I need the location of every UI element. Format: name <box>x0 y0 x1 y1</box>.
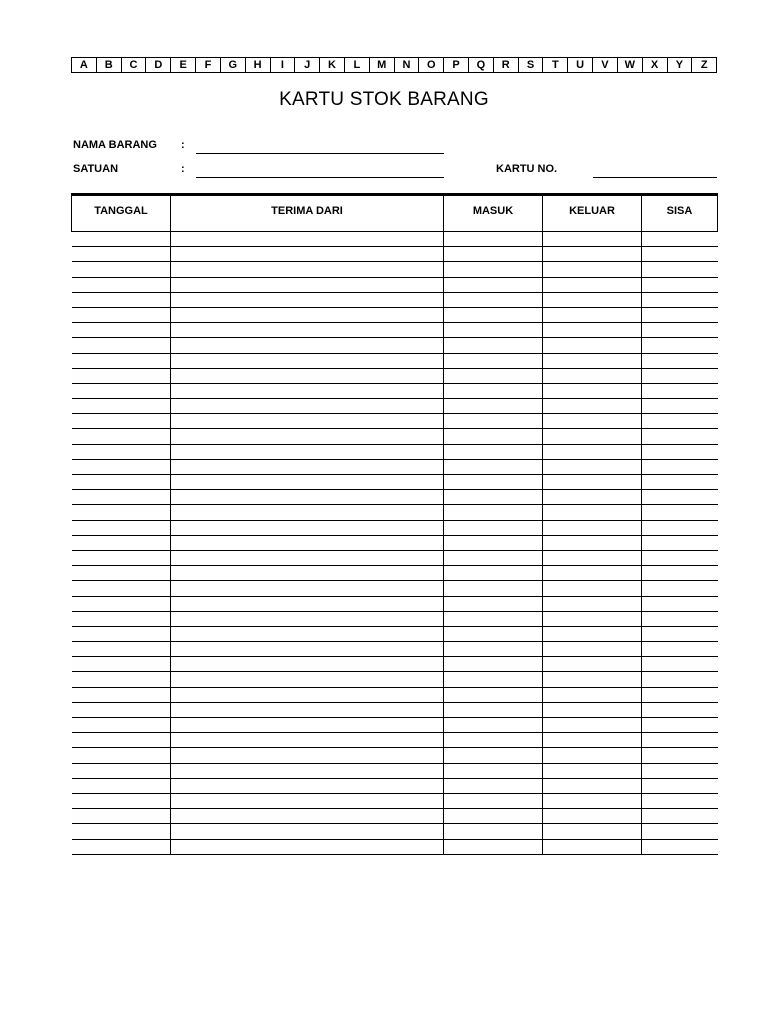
table-cell[interactable] <box>171 550 444 565</box>
table-cell[interactable] <box>444 307 543 322</box>
table-cell[interactable] <box>543 292 642 307</box>
table-body <box>72 232 718 855</box>
table-cell[interactable] <box>444 809 543 824</box>
table-cell[interactable] <box>543 566 642 581</box>
table-cell[interactable] <box>171 596 444 611</box>
table-cell[interactable] <box>543 414 642 429</box>
table-cell[interactable] <box>72 292 171 307</box>
table-row <box>72 581 718 596</box>
table-cell[interactable] <box>72 475 171 490</box>
table-cell[interactable] <box>642 672 718 687</box>
table-cell[interactable] <box>444 475 543 490</box>
table-cell[interactable] <box>444 596 543 611</box>
table-row <box>72 778 718 793</box>
column-header-tanggal: TANGGAL <box>72 195 171 232</box>
table-cell[interactable] <box>72 581 171 596</box>
table-cell[interactable] <box>171 475 444 490</box>
table-cell[interactable] <box>171 718 444 733</box>
alphabet-index-strip <box>71 57 717 73</box>
table-cell[interactable] <box>543 581 642 596</box>
nama-barang-label: NAMA BARANG <box>73 139 157 151</box>
table-cell[interactable] <box>642 718 718 733</box>
table-cell[interactable] <box>171 824 444 839</box>
table-cell[interactable] <box>444 748 543 763</box>
table-cell[interactable] <box>444 733 543 748</box>
table-cell[interactable] <box>444 490 543 505</box>
table-cell[interactable] <box>543 687 642 702</box>
table-cell[interactable] <box>72 232 171 247</box>
table-cell[interactable] <box>642 793 718 808</box>
table-cell[interactable] <box>444 277 543 292</box>
column-header-terima-dari: TERIMA DARI <box>171 195 444 232</box>
alphabet-index-x: X <box>643 58 668 72</box>
table-cell[interactable] <box>543 718 642 733</box>
table-cell[interactable] <box>444 383 543 398</box>
table-cell[interactable] <box>171 626 444 641</box>
table-cell[interactable] <box>642 687 718 702</box>
column-header-sisa: SISA <box>642 195 718 232</box>
table-cell[interactable] <box>72 323 171 338</box>
table-cell[interactable] <box>444 535 543 550</box>
table-row <box>72 459 718 474</box>
table-cell[interactable] <box>543 809 642 824</box>
table-cell[interactable] <box>171 247 444 262</box>
table-cell[interactable] <box>72 809 171 824</box>
table-cell[interactable] <box>642 642 718 657</box>
table-cell[interactable] <box>72 824 171 839</box>
table-cell[interactable] <box>171 535 444 550</box>
table-cell[interactable] <box>444 353 543 368</box>
table-cell[interactable] <box>72 793 171 808</box>
table-cell[interactable] <box>543 793 642 808</box>
table-cell[interactable] <box>444 505 543 520</box>
table-cell[interactable] <box>72 642 171 657</box>
table-cell[interactable] <box>171 459 444 474</box>
table-cell[interactable] <box>444 414 543 429</box>
table-cell[interactable] <box>543 824 642 839</box>
table-cell[interactable] <box>642 748 718 763</box>
table-cell[interactable] <box>642 307 718 322</box>
table-cell[interactable] <box>543 383 642 398</box>
alphabet-index-h: H <box>246 58 271 72</box>
table-cell[interactable] <box>72 839 171 854</box>
table-row <box>72 718 718 733</box>
kartu-no-label: KARTU NO. <box>496 163 558 175</box>
table-cell[interactable] <box>72 247 171 262</box>
table-cell[interactable] <box>543 444 642 459</box>
table-cell[interactable] <box>543 429 642 444</box>
table-row <box>72 535 718 550</box>
table-cell[interactable] <box>444 550 543 565</box>
table-cell[interactable] <box>642 611 718 626</box>
table-cell[interactable] <box>72 338 171 353</box>
table-cell[interactable] <box>543 778 642 793</box>
table-cell[interactable] <box>444 292 543 307</box>
table-row <box>72 702 718 717</box>
alphabet-index-p: P <box>444 58 469 72</box>
table-cell[interactable] <box>642 414 718 429</box>
table-cell[interactable] <box>72 414 171 429</box>
table-cell[interactable] <box>642 292 718 307</box>
table-row <box>72 793 718 808</box>
table-cell[interactable] <box>72 262 171 277</box>
alphabet-index-d: D <box>146 58 171 72</box>
table-header-row <box>72 195 718 232</box>
table-cell[interactable] <box>444 824 543 839</box>
table-cell[interactable] <box>642 232 718 247</box>
alphabet-index-e: E <box>171 58 196 72</box>
table-cell[interactable] <box>543 657 642 672</box>
table-cell[interactable] <box>444 399 543 414</box>
kartu-no-field[interactable] <box>593 177 717 178</box>
table-cell[interactable] <box>171 323 444 338</box>
table-cell[interactable] <box>642 353 718 368</box>
alphabet-index-y: Y <box>668 58 693 72</box>
table-cell[interactable] <box>642 262 718 277</box>
table-row <box>72 383 718 398</box>
table-row <box>72 429 718 444</box>
table-cell[interactable] <box>171 778 444 793</box>
table-row <box>72 368 718 383</box>
alphabet-index-k: K <box>320 58 345 72</box>
table-cell[interactable] <box>543 490 642 505</box>
table-cell[interactable] <box>642 657 718 672</box>
table-cell[interactable] <box>642 399 718 414</box>
table-cell[interactable] <box>444 626 543 641</box>
alphabet-index-r: R <box>494 58 519 72</box>
table-cell[interactable] <box>171 414 444 429</box>
table-cell[interactable] <box>72 399 171 414</box>
table-row <box>72 748 718 763</box>
table-cell[interactable] <box>444 778 543 793</box>
table-cell[interactable] <box>72 596 171 611</box>
table-cell[interactable] <box>543 611 642 626</box>
table-cell[interactable] <box>444 702 543 717</box>
table-cell[interactable] <box>171 232 444 247</box>
table-cell[interactable] <box>543 338 642 353</box>
table-cell[interactable] <box>642 277 718 292</box>
table-row <box>72 596 718 611</box>
table-cell[interactable] <box>543 277 642 292</box>
table-row <box>72 657 718 672</box>
table-cell[interactable] <box>543 733 642 748</box>
table-cell[interactable] <box>444 338 543 353</box>
table-cell[interactable] <box>171 505 444 520</box>
table-row <box>72 338 718 353</box>
table-row <box>72 262 718 277</box>
table-cell[interactable] <box>444 368 543 383</box>
table-cell[interactable] <box>642 763 718 778</box>
alphabet-index-o: O <box>419 58 444 72</box>
table-cell[interactable] <box>171 793 444 808</box>
table-cell[interactable] <box>444 687 543 702</box>
table-cell[interactable] <box>543 368 642 383</box>
table-cell[interactable] <box>642 444 718 459</box>
table-cell[interactable] <box>543 353 642 368</box>
page-title: KARTU STOK BARANG <box>279 89 489 110</box>
nama-barang-field[interactable] <box>196 153 444 154</box>
table-row <box>72 520 718 535</box>
table-cell[interactable] <box>444 657 543 672</box>
table-cell[interactable] <box>72 383 171 398</box>
table-cell[interactable] <box>642 702 718 717</box>
table-row <box>72 247 718 262</box>
table-cell[interactable] <box>171 368 444 383</box>
table-cell[interactable] <box>444 247 543 262</box>
table-cell[interactable] <box>72 657 171 672</box>
table-cell[interactable] <box>642 626 718 641</box>
table-cell[interactable] <box>72 368 171 383</box>
alphabet-index-c: C <box>122 58 147 72</box>
table-row <box>72 414 718 429</box>
table-cell[interactable] <box>72 702 171 717</box>
table-row <box>72 687 718 702</box>
table-cell[interactable] <box>444 566 543 581</box>
table-cell[interactable] <box>171 429 444 444</box>
satuan-field[interactable] <box>196 177 444 178</box>
table-cell[interactable] <box>444 672 543 687</box>
table-cell[interactable] <box>642 520 718 535</box>
table-cell[interactable] <box>444 520 543 535</box>
table-cell[interactable] <box>543 839 642 854</box>
alphabet-index-v: V <box>593 58 618 72</box>
table-row <box>72 444 718 459</box>
table-cell[interactable] <box>72 459 171 474</box>
table-cell[interactable] <box>642 383 718 398</box>
satuan-colon: : <box>181 163 185 175</box>
table-cell[interactable] <box>72 444 171 459</box>
alphabet-index-j: J <box>295 58 320 72</box>
table-cell[interactable] <box>543 748 642 763</box>
alphabet-index-l: L <box>345 58 370 72</box>
table-cell[interactable] <box>171 748 444 763</box>
table-cell[interactable] <box>642 550 718 565</box>
table-cell[interactable] <box>72 748 171 763</box>
nama-barang-colon: : <box>181 139 185 151</box>
table-row <box>72 672 718 687</box>
table-cell[interactable] <box>171 444 444 459</box>
table-cell[interactable] <box>444 718 543 733</box>
table-cell[interactable] <box>642 778 718 793</box>
table-cell[interactable] <box>543 459 642 474</box>
table-cell[interactable] <box>444 763 543 778</box>
alphabet-index-n: N <box>395 58 420 72</box>
table-cell[interactable] <box>72 566 171 581</box>
table-cell[interactable] <box>72 277 171 292</box>
table-cell[interactable] <box>72 778 171 793</box>
table-cell[interactable] <box>543 550 642 565</box>
table-cell[interactable] <box>72 307 171 322</box>
table-cell[interactable] <box>642 505 718 520</box>
table-cell[interactable] <box>72 718 171 733</box>
alphabet-index-a: A <box>72 58 97 72</box>
table-cell[interactable] <box>171 687 444 702</box>
table-row <box>72 292 718 307</box>
table-row <box>72 323 718 338</box>
table-cell[interactable] <box>642 824 718 839</box>
table-cell[interactable] <box>171 642 444 657</box>
table-cell[interactable] <box>642 839 718 854</box>
alphabet-index-w: W <box>618 58 643 72</box>
table-cell[interactable] <box>72 687 171 702</box>
table-cell[interactable] <box>642 596 718 611</box>
table-cell[interactable] <box>72 353 171 368</box>
alphabet-index-g: G <box>221 58 246 72</box>
table-cell[interactable] <box>543 626 642 641</box>
table-row <box>72 626 718 641</box>
table-cell[interactable] <box>642 429 718 444</box>
column-header-masuk: MASUK <box>444 195 543 232</box>
table-cell[interactable] <box>171 338 444 353</box>
table-cell[interactable] <box>171 839 444 854</box>
table-cell[interactable] <box>642 535 718 550</box>
table-cell[interactable] <box>543 475 642 490</box>
table-cell[interactable] <box>543 763 642 778</box>
table-cell[interactable] <box>72 763 171 778</box>
alphabet-index-m: M <box>370 58 395 72</box>
table-cell[interactable] <box>444 793 543 808</box>
table-row <box>72 550 718 565</box>
table-cell[interactable] <box>444 611 543 626</box>
table-row <box>72 566 718 581</box>
table-cell[interactable] <box>171 277 444 292</box>
table-cell[interactable] <box>72 550 171 565</box>
table-row <box>72 399 718 414</box>
table-cell[interactable] <box>444 262 543 277</box>
table-row <box>72 839 718 854</box>
table-cell[interactable] <box>543 307 642 322</box>
alphabet-index-q: Q <box>469 58 494 72</box>
table-cell[interactable] <box>543 505 642 520</box>
table-row <box>72 505 718 520</box>
table-cell[interactable] <box>543 642 642 657</box>
table-cell[interactable] <box>72 520 171 535</box>
table-cell[interactable] <box>444 232 543 247</box>
column-header-keluar: KELUAR <box>543 195 642 232</box>
alphabet-index-t: T <box>543 58 568 72</box>
table-cell[interactable] <box>72 672 171 687</box>
table-cell[interactable] <box>543 596 642 611</box>
table-cell[interactable] <box>171 490 444 505</box>
table-row <box>72 809 718 824</box>
table-cell[interactable] <box>642 368 718 383</box>
alphabet-index-b: B <box>97 58 122 72</box>
table-cell[interactable] <box>543 702 642 717</box>
table-cell[interactable] <box>543 399 642 414</box>
table-row <box>72 763 718 778</box>
table-row <box>72 824 718 839</box>
table-cell[interactable] <box>642 581 718 596</box>
table-cell[interactable] <box>72 505 171 520</box>
table-cell[interactable] <box>171 307 444 322</box>
table-cell[interactable] <box>171 520 444 535</box>
table-cell[interactable] <box>642 566 718 581</box>
table-cell[interactable] <box>543 262 642 277</box>
table-cell[interactable] <box>72 733 171 748</box>
table-cell[interactable] <box>171 399 444 414</box>
table-cell[interactable] <box>171 657 444 672</box>
table-row <box>72 733 718 748</box>
table-cell[interactable] <box>171 733 444 748</box>
table-cell[interactable] <box>444 429 543 444</box>
table-row <box>72 353 718 368</box>
table-row <box>72 277 718 292</box>
table-cell[interactable] <box>642 459 718 474</box>
table-cell[interactable] <box>171 702 444 717</box>
table-cell[interactable] <box>642 338 718 353</box>
table-cell[interactable] <box>444 323 543 338</box>
table-cell[interactable] <box>642 247 718 262</box>
table-cell[interactable] <box>642 809 718 824</box>
table-cell[interactable] <box>642 733 718 748</box>
table-cell[interactable] <box>642 323 718 338</box>
table-cell[interactable] <box>444 581 543 596</box>
table-cell[interactable] <box>72 611 171 626</box>
table-cell[interactable] <box>171 763 444 778</box>
table-cell[interactable] <box>171 292 444 307</box>
table-row <box>72 611 718 626</box>
table-cell[interactable] <box>543 323 642 338</box>
table-cell[interactable] <box>543 232 642 247</box>
table-cell[interactable] <box>171 611 444 626</box>
table-cell[interactable] <box>72 429 171 444</box>
table-cell[interactable] <box>72 490 171 505</box>
table-row <box>72 232 718 247</box>
table-cell[interactable] <box>642 475 718 490</box>
table-cell[interactable] <box>444 444 543 459</box>
table-cell[interactable] <box>543 672 642 687</box>
alphabet-index-u: U <box>568 58 593 72</box>
table-cell[interactable] <box>444 459 543 474</box>
table-cell[interactable] <box>171 809 444 824</box>
table-cell[interactable] <box>171 566 444 581</box>
table-row <box>72 642 718 657</box>
table-cell[interactable] <box>444 642 543 657</box>
table-cell[interactable] <box>72 535 171 550</box>
table-cell[interactable] <box>171 383 444 398</box>
table-cell[interactable] <box>444 839 543 854</box>
table-cell[interactable] <box>543 535 642 550</box>
table-cell[interactable] <box>171 672 444 687</box>
table-cell[interactable] <box>642 490 718 505</box>
alphabet-index-i: I <box>271 58 296 72</box>
table-cell[interactable] <box>543 247 642 262</box>
table-row <box>72 475 718 490</box>
table-row <box>72 490 718 505</box>
table-cell[interactable] <box>171 262 444 277</box>
alphabet-index-f: F <box>196 58 221 72</box>
table-cell[interactable] <box>543 520 642 535</box>
satuan-label: SATUAN <box>73 163 119 175</box>
alphabet-index-z: Z <box>700 59 708 71</box>
stock-table <box>71 193 718 855</box>
table-cell[interactable] <box>171 581 444 596</box>
table-row <box>72 307 718 322</box>
alphabet-index-s: S <box>519 58 544 72</box>
table-cell[interactable] <box>72 626 171 641</box>
table-cell[interactable] <box>171 353 444 368</box>
